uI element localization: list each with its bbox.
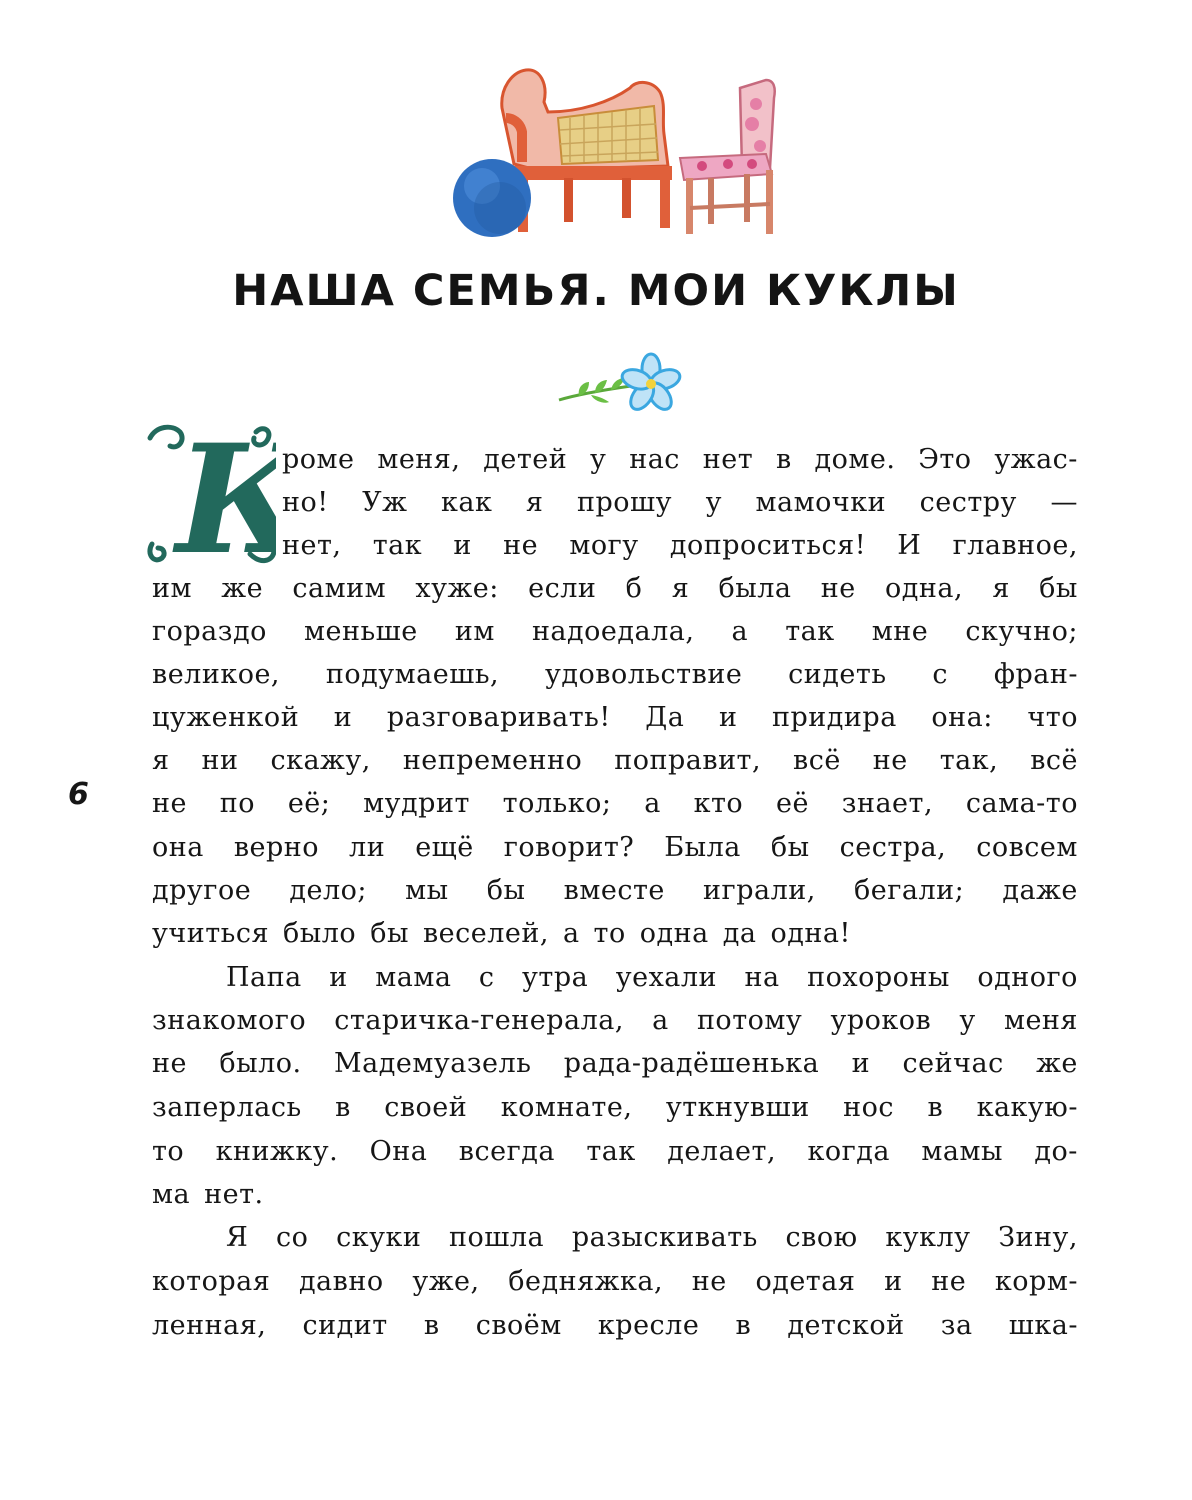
text-word: Да xyxy=(645,702,685,733)
text-word: своём xyxy=(475,1310,562,1341)
text-word: корм- xyxy=(994,1266,1078,1297)
text-word: а xyxy=(731,616,749,647)
text-line xyxy=(282,481,1078,525)
text-word: Я xyxy=(226,1222,249,1253)
text-word: нет xyxy=(702,444,754,475)
text-word: Уж xyxy=(362,487,408,518)
text-word: мама xyxy=(375,962,452,993)
text-word: так xyxy=(586,1136,636,1167)
text-word: Была xyxy=(664,832,741,863)
chapter-title: НАША СЕМЬЯ. МОИ КУКЛЫ xyxy=(232,266,960,316)
text-word: удовольствие xyxy=(544,659,743,690)
text-word: великое, xyxy=(152,659,281,690)
text-word: Она xyxy=(369,1136,428,1167)
text-word: утра xyxy=(522,962,589,993)
text-word: не xyxy=(152,788,187,819)
text-word: у xyxy=(705,487,722,518)
text-word: потому xyxy=(696,1005,803,1036)
text-word: и xyxy=(453,530,472,561)
text-word: мы xyxy=(405,875,449,906)
text-word: а xyxy=(652,1005,669,1036)
text-word: и xyxy=(884,1266,903,1297)
text-word: не xyxy=(820,573,856,604)
text-word: кресле xyxy=(597,1310,700,1341)
text-word: так xyxy=(785,616,835,647)
text-word: не xyxy=(931,1266,967,1297)
text-word: бегали; xyxy=(853,875,965,906)
text-line xyxy=(152,1260,1078,1304)
text-word: по xyxy=(219,788,256,819)
text-word: одна xyxy=(639,918,709,949)
text-word: шка- xyxy=(1008,1310,1078,1341)
text-word: в xyxy=(775,444,792,475)
text-word: меньше xyxy=(303,616,418,647)
text-word: свою xyxy=(785,1222,858,1253)
text-word: бы xyxy=(1039,573,1078,604)
text-word: делает, xyxy=(667,1136,777,1167)
text-word: им xyxy=(152,573,192,604)
text-line xyxy=(152,567,1078,611)
text-word: комнате, xyxy=(500,1092,633,1123)
text-line xyxy=(152,782,1078,826)
text-word: она xyxy=(152,832,204,863)
text-word: мудрит xyxy=(363,788,470,819)
text-word: с xyxy=(932,659,948,690)
text-word: верно xyxy=(233,832,320,863)
text-word: в xyxy=(335,1092,351,1123)
text-word: совсем xyxy=(976,832,1078,863)
text-word: скуки xyxy=(336,1222,422,1253)
text-word: доме. xyxy=(814,444,896,475)
text-word: уехали xyxy=(615,962,718,993)
text-word: со xyxy=(276,1222,309,1253)
text-word: сейчас xyxy=(902,1048,1004,1079)
text-word: какую- xyxy=(976,1092,1078,1123)
text-word: бедняжка, xyxy=(508,1266,664,1297)
text-word: сама-то xyxy=(965,788,1078,819)
text-word: а xyxy=(644,788,661,819)
text-word: подумаешь, xyxy=(325,659,500,690)
text-line xyxy=(226,956,1078,1000)
text-line xyxy=(152,826,1078,870)
text-word: всё xyxy=(1030,745,1078,776)
text-word: нет. xyxy=(204,1179,264,1210)
text-word: меня, xyxy=(377,444,461,475)
text-word: бы xyxy=(770,832,810,863)
text-word: сидит xyxy=(302,1310,388,1341)
text-word: ма xyxy=(152,1179,191,1210)
text-word: я xyxy=(152,745,170,776)
text-word: кто xyxy=(693,788,744,819)
text-word: одна! xyxy=(770,918,851,949)
text-word: одного xyxy=(977,962,1078,993)
text-word: нос xyxy=(843,1092,895,1123)
text-word: играли, xyxy=(703,875,816,906)
text-word: я xyxy=(525,487,544,518)
text-word: роме xyxy=(282,444,355,475)
text-word: уроков xyxy=(830,1005,932,1036)
flower-icon xyxy=(620,354,683,414)
text-word: дело; xyxy=(289,875,367,906)
text-word: старичка-генерала, xyxy=(334,1005,624,1036)
text-word: она: xyxy=(931,702,993,733)
text-line xyxy=(152,1130,1078,1174)
text-line xyxy=(152,1086,1078,1130)
text-word: то xyxy=(152,1136,185,1167)
text-word: было xyxy=(283,918,357,949)
drop-cap-letter xyxy=(172,418,276,576)
text-word: детской xyxy=(787,1310,905,1341)
text-word: на xyxy=(744,962,780,993)
text-word: говорит? xyxy=(503,832,635,863)
text-word: поправит, xyxy=(614,745,762,776)
chair-icon xyxy=(680,80,775,234)
text-word: нет, xyxy=(282,530,342,561)
text-word: но! xyxy=(282,487,329,518)
text-word: всё xyxy=(793,745,841,776)
text-word: фран- xyxy=(993,659,1078,690)
text-word: что xyxy=(1027,702,1078,733)
text-word: то xyxy=(593,918,626,949)
text-word: веселей, xyxy=(422,918,549,949)
text-word: надоедала, xyxy=(531,616,695,647)
text-line xyxy=(152,1173,1078,1217)
text-word: бы xyxy=(486,875,526,906)
text-word: давно xyxy=(298,1266,384,1297)
text-word: и xyxy=(851,1048,871,1079)
text-word: детей xyxy=(483,444,568,475)
text-word: я xyxy=(992,573,1010,604)
text-word: у xyxy=(959,1005,976,1036)
text-word: только; xyxy=(502,788,612,819)
text-line xyxy=(152,653,1078,697)
text-word: б xyxy=(625,573,643,604)
text-word: разыскивать xyxy=(571,1222,758,1253)
text-word: им xyxy=(454,616,495,647)
text-word: учиться xyxy=(152,918,270,949)
text-word: Папа xyxy=(226,962,302,993)
text-word: и xyxy=(333,702,353,733)
text-word: так, xyxy=(939,745,999,776)
text-word: прошу xyxy=(577,487,673,518)
text-line xyxy=(152,999,1078,1043)
text-word: мне xyxy=(871,616,929,647)
text-word: её; xyxy=(287,788,331,819)
text-word: всегда xyxy=(458,1136,555,1167)
text-word: книжку. xyxy=(215,1136,339,1167)
text-word: одна, xyxy=(885,573,964,604)
text-word: придира xyxy=(772,702,897,733)
text-word: — xyxy=(1050,487,1078,518)
text-word: знает, xyxy=(841,788,934,819)
text-word: могу xyxy=(569,530,639,561)
text-line xyxy=(152,739,1078,783)
text-word: не xyxy=(872,745,908,776)
text-word: Мадемуазель xyxy=(334,1048,532,1079)
text-line xyxy=(152,869,1078,913)
text-word: её xyxy=(775,788,809,819)
text-word: уже, xyxy=(412,1266,480,1297)
text-word: как xyxy=(441,487,493,518)
text-word: ещё xyxy=(415,832,474,863)
text-word: если xyxy=(528,573,597,604)
text-word: же xyxy=(1036,1048,1078,1079)
ball-sofa-chair-illustration xyxy=(440,58,800,248)
text-word: ужас- xyxy=(994,444,1078,475)
stem-icon xyxy=(559,378,631,403)
text-word: ленная, xyxy=(152,1310,267,1341)
text-word: когда xyxy=(807,1136,890,1167)
text-word: сестра, xyxy=(839,832,947,863)
text-word: знакомого xyxy=(152,1005,307,1036)
text-word: мамочки xyxy=(755,487,887,518)
text-word: рада-радёшенька xyxy=(563,1048,820,1079)
text-word: Это xyxy=(918,444,972,475)
text-word: хуже: xyxy=(415,573,499,604)
text-word: и xyxy=(718,702,738,733)
text-word: И xyxy=(897,530,922,561)
text-word: ни xyxy=(201,745,239,776)
text-word: была xyxy=(718,573,792,604)
text-word: я xyxy=(671,573,690,604)
text-word: не xyxy=(152,1048,187,1079)
text-word: гораздо xyxy=(152,616,267,647)
text-word: нас xyxy=(629,444,680,475)
text-word: непременно xyxy=(402,745,583,776)
flower-sprig-ornament xyxy=(555,352,685,416)
text-word: вместе xyxy=(563,875,665,906)
text-word: пошла xyxy=(449,1222,545,1253)
text-word: допроситься! xyxy=(669,530,867,561)
text-line xyxy=(152,610,1078,654)
text-word: в xyxy=(423,1310,440,1341)
text-word: даже xyxy=(1002,875,1078,906)
text-word: не xyxy=(503,530,539,561)
text-word: да xyxy=(722,918,757,949)
text-word: в xyxy=(927,1092,944,1123)
text-word: так xyxy=(372,530,423,561)
text-line xyxy=(152,1304,1078,1348)
text-word: одетая xyxy=(755,1266,856,1297)
text-line xyxy=(282,438,1078,482)
text-word: бы xyxy=(370,918,409,949)
text-word: уткнувши xyxy=(665,1092,810,1123)
text-word: самим xyxy=(292,573,387,604)
text-line xyxy=(282,524,1078,568)
text-word: ли xyxy=(349,832,386,863)
ball-icon xyxy=(453,159,531,237)
text-word: другое xyxy=(152,875,252,906)
text-word: похороны xyxy=(807,962,950,993)
text-word: Зину, xyxy=(998,1222,1078,1253)
text-word: у xyxy=(590,444,607,475)
text-word: не xyxy=(691,1266,727,1297)
text-word: же xyxy=(221,573,264,604)
text-word: своей xyxy=(384,1092,468,1123)
text-word: за xyxy=(940,1310,973,1341)
page-number: 6 xyxy=(68,777,89,812)
text-word: которая xyxy=(152,1266,271,1297)
text-word: и xyxy=(329,962,348,993)
drop-cap xyxy=(146,418,276,576)
text-word: заперлась xyxy=(152,1092,302,1123)
text-line xyxy=(152,696,1078,740)
text-line xyxy=(152,1042,1078,1086)
text-word: было. xyxy=(219,1048,302,1079)
text-line xyxy=(152,912,1078,956)
text-word: сестру xyxy=(919,487,1017,518)
text-word: главное, xyxy=(952,530,1078,561)
text-word: скажу, xyxy=(270,745,371,776)
text-word: разговаривать! xyxy=(386,702,611,733)
text-word: меня xyxy=(1003,1005,1078,1036)
text-word: с xyxy=(478,962,495,993)
text-line xyxy=(226,1216,1078,1260)
text-word: мамы xyxy=(921,1136,1003,1167)
text-word: в xyxy=(735,1310,752,1341)
text-word: куклу xyxy=(885,1222,971,1253)
text-word: цуженкой xyxy=(152,702,300,733)
text-word: скучно; xyxy=(965,616,1078,647)
text-word: сидеть xyxy=(788,659,887,690)
text-word: а xyxy=(562,918,580,949)
text-word: до- xyxy=(1034,1136,1078,1167)
